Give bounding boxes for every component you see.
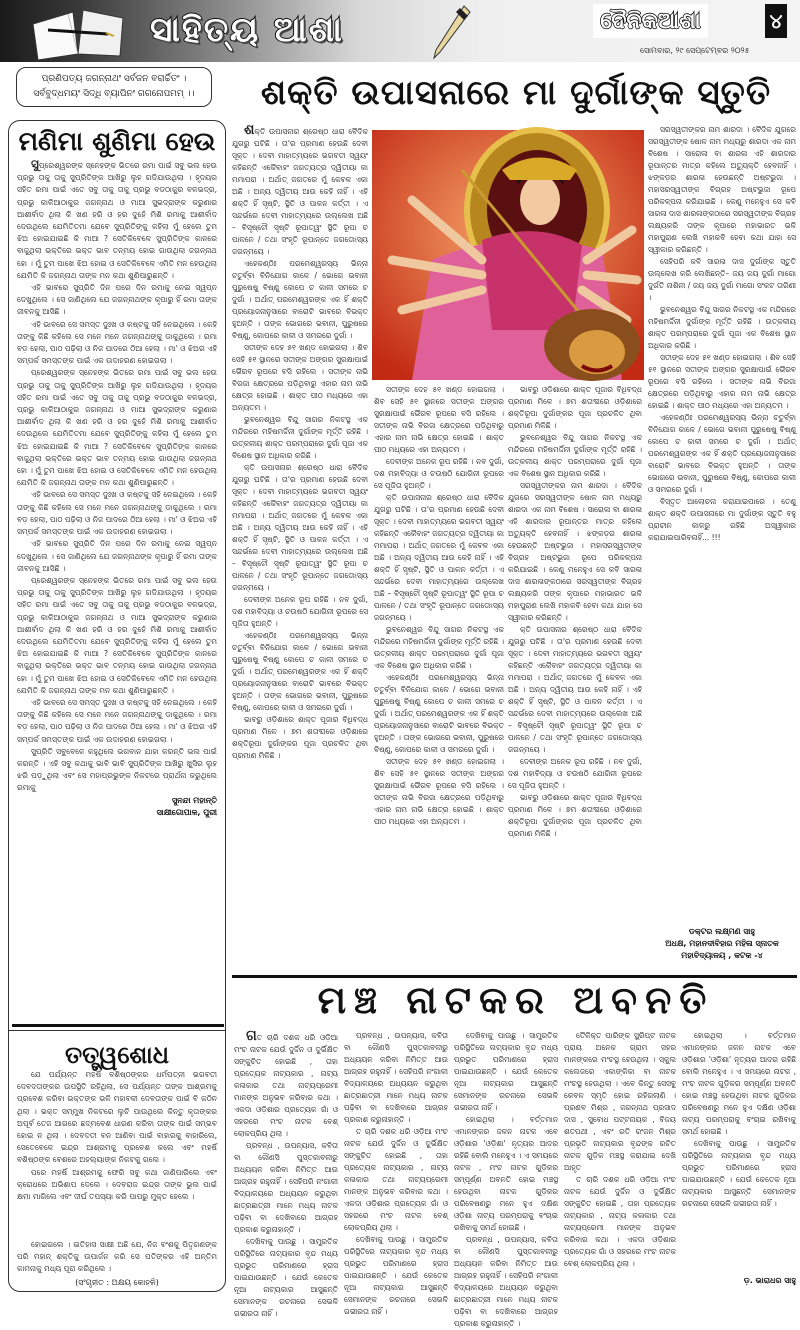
dateline: ସୋମବାର, ୨୯ ସେପ୍ଟେମ୍ବର ୨୦୨୫ [640,46,750,55]
paragraph: ଭୁବନେଶ୍ୱର ବିନ୍ଦୁ ସାଗର ନିକଟସ୍ଥ ଏକ ମନ୍ଦିରରେ ମହିଷମର୍ଦ୍ଦିନୀ ଦୁର୍ଗାଙ୍କ ମୂର୍ତ୍ତି ରହିଛି । ଉତ୍କଳୀୟ ଶାକ୍ତ ପରମ୍ପରାରେ ଦୁର୍ଗା ପୂଜା ଏକ ବିଶେଷ ସ୍ଥାନ ଅଧିକାର କରିଛି । [374,625,504,670]
author-title: ଅଧକ୍ଷ, ମହାନଦୀବିହାର ମହିଳା ସ୍ନାତକ [665,939,779,948]
paragraph: ସତୀଙ୍କ ଦେହ ୫୧ ଖଣ୍ଡ ହୋଇଗଲା । ଶିବ ସେହି ୫୧ ସ୍ଥାନରେ ସତୀଙ୍କ ଅଙ୍ଗର ସୁରକ୍ଷାପାଇଁ ଭୈରବ ରୂପରେ ବସି ରହିଲେ । ସତୀଙ୍କ ନାଭି ବିରଜା କ୍ଷେତ୍ରରେ ପଡ଼ିଥିବାରୁ ଏହାର ନାମ ନାଭି କ୍ଷେତ୍ର ହୋଇଛି । ଶାକ୍ତ ପୀଠ ମଧ୍ୟରେ ଏହା ଅନ୍ୟତମ । [232,343,368,412]
drama-column-5 [682,1030,796,1276]
paragraph: ତ ଚାରି ଦଶକ ଧରି ଓଡ଼ିଆ ମଂଚ ନାଟକ ଯେଉଁ ଦୁର୍ଦ୍ଦିନ ଓ ଦୁର୍ଭିକ୍ଷିତ ସଙ୍କୁଚିତ ହୋଇଛି , ତାହା ପ୍ରତ୍ୟେକ ନାଟ୍ୟକାର , ନାଟ୍ୟ କଳାକାର ତଥା ନାଟ୍ୟପ୍ରେମୀ ମାନଙ୍କ ଅନୁଭବ କରିବାର କଥା । ଏକଦା ଓଡ଼ିଶାର ପ୍ରତ୍ୟେକ ଗାଁ ଓ ସହରରେ ମଂଚ ନାଟକ ବେଶ୍ ଲୋକପ୍ରିୟ ଥିଲା । [234,1033,338,1138]
drama-headline: ମଞ୍ଚ ନାଟକର ଅବନତି [317,978,715,1022]
paragraph: ଏହେକଣ୍ଠିଃ ପରମେଶ୍ୱରସ୍ୟ ଭିନ୍ନା ଚତୁର୍ବ୍ବା ବିନିଯୋଗ କାଳେ / ଭୋଗେ ଭବାନୀ ପୁରୁଷେଷୁ ବିଷ୍ଣୁ କୋପେ ଚ କାଳୀ ସମରେ ଚ ଦୁର୍ଗା । ଅର୍ଥାତ୍ ପରମେଶ୍ୱରଙ୍କ ଏକ ହିଁ ଶକ୍ତି ପ୍ରୟୋଜନାନୁସାରେ ବାରୋଟି ଭାବରେ ବିଭକ୍ତ ହୁଅନ୍ତି । ତାଙ୍କ ଭୋଗରେ ଭବାନୀ, ପୁରୁଷରେ ବିଷ୍ଣୁ, କୋପରେ କାଳୀ ଓ ସମରରେ ଦୁର୍ଗା । [648,413,796,494]
durga-image [372,130,644,380]
brand-name: ଦୈନିକଆଶା [600,8,701,34]
paragraph: ପ୍ରବନ୍ଧ , ଉପନ୍ୟାସ, କବିତା ବା କୌଣସି ପୁସ୍ତକାବଳୀରୁ ଅଧ୍ୟୟନ କରିବା ନିମିତ୍ତ ଆଉ ଆଗ୍ରହ ରହୁନାହିଁ । ସେହିପରି ନଂଗାଳୀ ବିଦ୍ୟାଳୟରେ ଅଧ୍ୟୟନ କରୁଥିବା ଛାତ୍ରଛାତ୍ରୀ ମାନେ ମଧ୍ୟ ନାଟକ ପଢ଼ିବା ବା ଦେଖିବାରେ ଆଗ୍ରହ ପ୍ରକାଶ କରୁନାହାନ୍ତି । [234,1141,338,1234]
drama-column-2 [344,1030,448,1316]
paragraph: ସରସ୍ୱତୀଙ୍କର ନାମ ଶାରଦା । ବୈଦିକ ଯୁଗରେ ସରସ୍ୱତୀଙ୍କ ଷୋଳ ନାମ ମଧ୍ୟରୁ ଶାରଦା ଏକ ନାମ ବିଶେଷ । ସାରୋଳା ବା ଶାରଳା ଏହି ଶାରଦାର ରୂପାନ୍ତର ମାତ୍ର କହିଲେ ଅତ୍ୟୁକ୍ତି ହେବନାହିଁ । ଝଙ୍କଡ଼ର ଶାରଳା ହେଉଛନ୍ତି ଅଷ୍ଟଭୁଜା । ମହାସରସ୍ୱତୀଙ୍କ ବିଗ୍ରହ ଅଷ୍ଟଭୁଜା ରୂପେ ପରିକଳ୍ପନା କରିଯାଇଛି । କେଣୁ ମନେହୁଏ ସେ କବି ସାରଳା ଦାସ ଶାରଳାଙ୍କଠାରେ ସରସ୍ୱତୀଙ୍କ ବିଗ୍ରହ ଲକ୍ଷ୍ୟକରି ତାଙ୍କ କୃପାରେ ମହାଭାରତ ଭଳି ମହାପୁରାଣ ଲେଖି ମହାକବି ହେବା କଥା ଯାହା ସେ ସ୍ୱୀକାର କରିଛନ୍ତି । [648,125,796,254]
left-story-author-place: ସାକ୍ଷୀଗୋପାଳ, ପୁରୀ [156,807,217,817]
paragraph: ଏହେକଣ୍ଠିଃ ପରମେଶ୍ୱରସ୍ୟ ଭିନ୍ନା ଚତୁର୍ବ୍ବା ବିନିଯୋଗ କାଳେ / ଭୋଗେ ଭବାନୀ ପୁରୁଷେଷୁ ବିଷ୍ଣୁ କୋପେ ଚ କାଳୀ ସମରେ ଚ ଦୁର୍ଗା । ଅର୍ଥାତ୍ ପରମେଶ୍ୱରଙ୍କ ଏକ ହିଁ ଶକ୍ତି ପ୍ରୟୋଜନାନୁସାରେ ବାରୋଟି ଭାବରେ ବିଭକ୍ତ ହୁଅନ୍ତି । ତାଙ୍କ ଭୋଗରେ ଭବାନୀ, ପୁରୁଷରେ ବିଷ୍ଣୁ, କୋପରେ କାଳୀ ଓ ସମରରେ ଦୁର୍ଗା । [232,259,368,340]
paragraph: ଏହି ଭାବରେ ସେ ସମସ୍ତ ଦୁଃଖ ଓ କଷ୍ଟକୁ ସହି ନେଇଥିଲେ । କେହି ତାଙ୍କୁ କିଛି କହିଲେ ସେ ମନେ ମନେ ଜଗନ୍ନାଥଙ୍କୁ ଡାକୁଥିଲେ । ରମା ବଡ଼ ହେଲା, ପାଠ ପଢ଼ିଲା ଓ ନିଜ ପାଦରେ ଠିଆ ହେଲା । ମା' ଓ ଝିଅର ଏହି ସମ୍ପର୍କ ସମସ୍ତଙ୍କ ପାଇଁ ଏକ ଉଦାହରଣ ହୋଇଗଲା । [17,490,217,537]
dropcap: ଗ [246,1028,257,1044]
paragraph: ଏହି ଭାବରେ ସୁପ୍ରିତି ଦିନ ପରେ ଦିନ ରମାକୁ ନେଇ ସ୍ୱପ୍ନ ଦେଖୁଥିଲେ । ସେ ଜାଣିଥିଲେ ଯେ ଜଗନ୍ନାଥଙ୍କ କୃପାରୁ ହିଁ ରମା ତାଙ୍କ ଜୀବନକୁ ଆସିଛି । [17,539,217,573]
main-article-column-1 [232,124,368,970]
paragraph: ହୋଇଗଲେ । ଇତିହାସ ସାକ୍ଷୀ ଅଛି ଯେ, ନିଜ ବଂଶକୁ ପିତୃଗଣଙ୍କ ପରି ମହାନ୍ ଶକ୍ତିକୁ ଉପାର୍ଜନ କରି ସେ ପତିଙ୍କର ଏହି ଅନ୍ତିମ କାମନାକୁ ମଧ୍ୟ ପୂରା କରିଥିଲେ । [17,1240,217,1274]
paragraph: ଭାବରୁ ଓଡ଼ିଶାରେ ଶାକ୍ତ ପୂଜାର ବିଧିବଦ୍ଧ ପ୍ରମାଣ ମିଳେ । ୭ମ ଶତାବ୍ଦୀରେ ଓଡ଼ିଶାରେ ଶକ୍ତିରୂପା ଦୁର୍ଗାଙ୍କର ପୂଜା ପ୍ରଚଳିତ ଥିବା ପ୍ରମାଣ ମିଳିଛି । [508,793,642,838]
paragraph: ତ ଚାରି ଦଶକ ଧରି ଓଡ଼ିଆ ମଂଚ ନାଟକ ଯେଉଁ ଦୁର୍ଦ୍ଦିନ ଓ ଦୁର୍ଭିକ୍ଷିତ ସଙ୍କୁଚିତ ହୋଇଛି , ତାହା ପ୍ରତ୍ୟେକ ନାଟ୍ୟକାର , ନାଟ୍ୟ କଳାକାର ତଥା ନାଟ୍ୟପ୍ରେମୀ ମାନଙ୍କ ଅନୁଭବ କରିବାର କଥା । ଏକଦା ଓଡ଼ିଶାର ପ୍ରତ୍ୟେକ ଗାଁ ଓ ସହରରେ ମଂଚ ନାଟକ ବେଶ୍ ଲୋକପ୍ରିୟ ଥିଲା । [564,1175,676,1268]
tattwa-credit: (ସଂଗୃହୀତ : ଅକ୍ଷୟ କୋହଳି) [75,1277,159,1287]
sloka-box [16,67,212,107]
paragraph: ପ୍ରେଶ୍ୱରଙ୍କ ସ୍ନେହଙ୍କ ଭିତରେ ରମା ପାଇଁ ସବୁ ଭଲ ହେଉ ପ୍ରଭୁ ତାକୁ ତାକୁ ସୁପ୍ରିତିଙ୍କ ଆଖିରୁ ଲୁହ ଗଡିଯାଉଥିଲା । ହୃଦୟର ସହିତ ରମା ପାଇଁ ଏତେ ସବୁ ତାକୁ ତାକୁ ପ୍ରଭୁ ବଡଠାକୁର ବଳଭଦ୍ର, ପ୍ରଭୁ କାଳିଆଠାକୁର ଜଗନ୍ନାଥ ଓ ମାଆ ସୁଭଦ୍ରାଙ୍କ କରୁଣାର ଆଶୀର୍ବାଦ ଥିଲା କି ଖଣ ହରି ଓ ହର ଦୁହେଁ ମିଶି ରମାକୁ ଆଶୀର୍ବାଦ ଦେଉଥିଲେ ଯେମିତିତମା ଯେବେ ସୁପ୍ରିତିଙ୍କୁ କହିଲା ମୁଁ ହେଲେ ତୁମ ଝିଅ ହୋଇଯାଇଛି କି ମାଆ ? ସେତିକିବେଳେ ସୁପ୍ରିତିଙ୍କ କାନରେ ବାଜୁଥିଲା ଭକ୍ତିରେ ଭକ୍ତ ଭାବ ତନ୍ମୟ ହୋଇ ଗାଉଥିଲା ଜଗନ୍ନାଥ ହୋ । ମୁଁ ତୁମ ପାଖେ ଝିଅ ହୋଇ ଓ ସେତିକିବେଳେ ଏମିତି ମନ ହେଉଥିଲା ଯେମିତି କି ଜଗନ୍ନାଥ ତାଙ୍କ ମନ କଥା ଶୁଣିପାରୁଛନ୍ତି । [17,161,217,280]
left-story-box [8,120,226,1030]
drama-column-1 [234,1028,338,1318]
paragraph: ପ୍ରବନ୍ଧ , ଉପନ୍ୟାସ, କବିତା ବା କୌଣସି ପୁସ୍ତକାବଳୀରୁ ଅଧ୍ୟୟନ କରିବା ନିମିତ୍ତ ଆଉ ଆଗ୍ରହ ରହୁନାହିଁ । ସେହିପରି ନଂଗାଳୀ ବିଦ୍ୟାଳୟରେ ଅଧ୍ୟୟନ କରୁଥିବା ଛାତ୍ରଛାତ୍ରୀ ମାନେ ମଧ୍ୟ ନାଟକ ପଢ଼ିବା ବା ଦେଖିବାରେ ଆଗ୍ରହ ପ୍ରକାଶ କରୁନାହାନ୍ତି । [344,1031,448,1124]
paragraph: ଦେଖିବାକୁ ପାଉଛୁ । ସାମ୍ପ୍ରତିକ ପରିସ୍ଥିତିରେ ନାଟ୍ୟକାର ବୃନ୍ଦ ମଧ୍ୟ ପ୍ରଭୁତ ପରିମାଣରେ ହ୍ରାସ ପାଇଯାଉଛନ୍ତି । ଯେଉଁ କେତେକ ନୂଆ ନାଟ୍ୟକାର ଆସୁଛନ୍ତି ସେମାନଙ୍କ ରଚନାରେ ସେଭଳି ଗଭୀରତା ନାହିଁ । [344,1235,448,1316]
author-name: ଡକ୍ଟର ଲକ୍ଷ୍ମଣ ସାହୁ [688,927,756,936]
paragraph: ହୋଇଥିଲା । ବର୍ତ୍ତମାନ ଏମାନଙ୍କର ଜଳନ ନାଟକ ଏବେ ଓଡ଼ିଶାର 'ଓଡ଼ିଶା' ନୃତ୍ୟର ଆଦର ରହିଛି ବୋଲି ମନେହୁଏ । ଏ ସମୟରେ ନାଟକ , ମଂଚ ନାଟକ ଗୁଡ଼ିକର ସମ୍ପୂର୍ଣ୍ଣ ଅବନତି ହୋଇ ମଞ୍ଚସ୍ଥ ହେଉଥିବା ନାଟକ ଗୁଡ଼ିକର ପରିବେଷଣରୁ ମନେ ହୁଏ ଦକ୍ଷିଣ ଓଡ଼ିଶା ନାଟ୍ୟ ପରମ୍ପରାକୁ ବଂଚାଇ ରଖିବାକୁ ସମର୍ଥ ହୋଇଛି । [454,1115,558,1232]
paragraph: କ୍ତି ଉପାସନାର ଶ୍ରେଷ୍ଠ ଧାରା ବୈଦିକ ଯୁଗରୁ ଘଟିଛି । ତା'ର ପ୍ରମାଣ ହେଉଛି ଦେବୀ ସୂକ୍ତ । ଦେବୀ ମାହାତ୍ମ୍ୟରେ ଭଗବତୀ ସ୍ୱୟଂ କହିଛନ୍ତି ଏକୈବାହଂ ଜଗତ୍ୟତ୍ର ଦ୍ୱିତୀୟା କା ମମାପରା । ଅର୍ଥାତ୍ ଜଗତରେ ମୁଁ କେବଳ ଏକା ଅଛି । ଅନ୍ୟ ଦ୍ୱିତୀୟ ଆଉ କେହି ନାହିଁ । ଏହି ଶକ୍ତି ହିଁ ସୃଷ୍ଟି, ସ୍ଥିତି ଓ ପାଳନ କର୍ତ୍ତୀ । ଏ ସନ୍ଦର୍ଭରେ ଦେବୀ ମାହାତ୍ମ୍ୟରେ ଉଲ୍ଲେଖ ଅଛି – ବିସୃଷ୍ଟୌ ସୃଷ୍ଟି ରୂପାତ୍ୱଂ ସ୍ଥିତି ରୂପା ଚ ପାଳନେ / ତଥା ସଂହୃତି ରୂପାନ୍ତେ ଜଗତୋଽସ୍ୟ ଜଗନ୍ମୟେ । [232,127,368,256]
paragraph: ପ୍ରେଶ୍ୱରଙ୍କ ସ୍ନେହଙ୍କ ଭିତରେ ରମା ପାଇଁ ସବୁ ଭଲ ହେଉ ପ୍ରଭୁ ତାକୁ ତାକୁ ସୁପ୍ରିତିଙ୍କ ଆଖିରୁ ଲୁହ ଗଡିଯାଉଥିଲା । ହୃଦୟର ସହିତ ରମା ପାଇଁ ଏତେ ସବୁ ତାକୁ ତାକୁ ପ୍ରଭୁ ବଡଠାକୁର ବଳଭଦ୍ର, ପ୍ରଭୁ କାଳିଆଠାକୁର ଜଗନ୍ନାଥ ଓ ମାଆ ସୁଭଦ୍ରାଙ୍କ କରୁଣାର ଆଶୀର୍ବାଦ ଥିଲା କି ଖଣ ହରି ଓ ହର ଦୁହେଁ ମିଶି ରମାକୁ ଆଶୀର୍ବାଦ ଦେଉଥିଲେ ଯେମିତିତମା ଯେବେ ସୁପ୍ରିତିଙ୍କୁ କହିଲା ମୁଁ ହେଲେ ତୁମ ଝିଅ ହୋଇଯାଇଛି କି ମାଆ ? ସେତିକିବେଳେ ସୁପ୍ରିତିଙ୍କ କାନରେ ବାଜୁଥିଲା ଭକ୍ତିରେ ଭକ୍ତ ଭାବ ତନ୍ମୟ ହୋଇ ଗାଉଥିଲା ଜଗନ୍ନାଥ ହୋ । ମୁଁ ତୁମ ପାଖେ ଝିଅ ହୋଇ ଓ ସେତିକିବେଳେ ଏମିତି ମନ ହେଉଥିଲା ଯେମିତି କି ଜଗନ୍ନାଥ ତାଙ୍କ ମନ କଥା ଶୁଣିପାରୁଛନ୍ତି । [17,368,217,488]
section-title: ସାହିତ୍ୟ ଆଶା [150,10,344,50]
main-article-column-3 [508,384,642,970]
paragraph: ସୁପ୍ରିତି ସବୁବେଳେ କହୁଥିଲେ ଭଗବାନ ଯାହା କରନ୍ତି ଭଲ ପାଇଁ କରନ୍ତି । ଏହି ସବୁ କଥାକୁ ଭାବି ଭାବି ସୁପ୍ରିତିଙ୍କ ଆଖିରୁ ଖୁସିର ଲୁହ ଝରି ପଡ଼ୁଥିଲା ଏବଂ ସେ ମହାପ୍ରଭୁଙ୍କ ନିକଟରେ ପ୍ରାର୍ଥନା କରୁଥିଲେ ରମାକୁ [17,746,217,793]
left-story-author: ସୁନନ୍ଦା ମହାନ୍ତି [171,795,217,805]
fountain-pen-icon [430,2,470,60]
tattwa-story-box [8,1030,226,1292]
paragraph: ବିସ୍ତୃତ ଆଲୋଚନା କରାଯାଇପାରେ । ତେଣୁ ଶାକ୍ତ ଶକ୍ତି ଉପାସନାରେ ମା ଦୁର୍ଗାଙ୍କ ସ୍ତୁତି ବହୁ ପ୍ରାଚୀନ କାଳରୁ ରହିଛି ଅସ୍ୱୀକାର କରାଯାଇପାରିବନାହିଁ... !!! [648,497,796,542]
paragraph: ପ୍ରବନ୍ଧ , ଉପନ୍ୟାସ, କବିତା ବା କୌଣସି ପୁସ୍ତକାବଳୀରୁ ଅଧ୍ୟୟନ କରିବା ନିମିତ୍ତ ଆଉ ଆଗ୍ରହ ରହୁନାହିଁ । ସେହିପରି ନଂଗାଳୀ ବିଦ୍ୟାଳୟରେ ଅଧ୍ୟୟନ କରୁଥିବା ଛାତ୍ରଛାତ୍ରୀ ମାନେ ମଧ୍ୟ ନାଟକ ପଢ଼ିବା ବା ଦେଖିବାରେ ଆଗ୍ରହ ପ୍ରକାଶ କରୁନାହାନ୍ତି । [454,1235,558,1328]
dropcap: ସୁ [31,157,39,171]
paragraph: ସତୀଙ୍କ ଦେହ ୫୧ ଖଣ୍ଡ ହୋଇଗଲା । ଶିବ ସେହି ୫୧ ସ୍ଥାନରେ ସତୀଙ୍କ ଅଙ୍ଗର ସୁରକ୍ଷାପାଇଁ ଭୈରବ ରୂପରେ ବସି ରହିଲେ । ସତୀଙ୍କ ନାଭି ବିରଜା କ୍ଷେତ୍ରରେ ପଡ଼ିଥିବାରୁ ଏହାର ନାମ ନାଭି କ୍ଷେତ୍ର ହୋଇଛି । ଶାକ୍ତ ପୀଠ ମଧ୍ୟରେ ଏହା ଅନ୍ୟତମ । [374,757,504,826]
main-article-column-2 [374,384,504,970]
divider [12,1024,224,1027]
paragraph: ଯେ ପର୍ଯ୍ୟନ୍ତ ମହର୍ଷି ବଶିଷ୍ଠଙ୍କର ଧର୍ମପତ୍ନୀ ଭଗବତୀ ଦେବଦତାଙ୍କର ଉପସ୍ଥିତି ରହିଥିଲା, ସେ ପର୍ଯ୍ୟନ୍ତ ତାଙ୍କ ଆଶ୍ରମକୁ ପ୍ରବେଶ କରିବା ଭକ୍ତଙ୍କ ଭଳି ମହାବଳୀ ଦେବତାଙ୍କ ପାଇଁ ବି କଠିନ ଥିଲା । ଭକ୍ତ ସମ୍ମୁଖ ନିକଟରେ ଲୁଚି ପାଉଥିଲେ କିନ୍ତୁ କୃତାଙ୍କର ଅପୂର୍ବ ତେଜ ଆଗରେ ଛଦ୍ମବେଶ ଧାରଣ କରିବା ତାଙ୍କ ପାଇଁ ସମ୍ଭବ ହୋଇ ନ ଥିଲା । ଦେବଦତୀ ବନ ଆଣିବା ପାଇଁ ବାହାରକୁ ବାହାରିଲେ, ସେତେବେଳେ ଇନ୍ଦ୍ର ଆଶ୍ରମକୁ ପ୍ରବେଶ କଲେ ଏବଂ ମହର୍ଷି ବଶିଷ୍ଠଙ୍କ ବେଶରେ ଅହଲ୍ୟାଙ୍କ ନିକଟକୁ ଗଲେ । [17,1070,217,1165]
paragraph: ଭୁବନେଶ୍ୱର ବିନ୍ଦୁ ସାଗର ନିକଟସ୍ଥ ଏକ ମନ୍ଦିରରେ ମହିଷମର୍ଦ୍ଦିନୀ ଦୁର୍ଗାଙ୍କ ମୂର୍ତ୍ତି ରହିଛି । ଉତ୍କଳୀୟ ଶାକ୍ତ ପରମ୍ପରାରେ ଦୁର୍ଗା ପୂଜା ଏକ ବିଶେଷ ସ୍ଥାନ ଅଧିକାର କରିଛି । [232,415,368,460]
paragraph: ପ୍ରେଶ୍ୱରଙ୍କ ସ୍ନେହଙ୍କ ଭିତରେ ରମା ପାଇଁ ସବୁ ଭଲ ହେଉ ପ୍ରଭୁ ତାକୁ ତାକୁ ସୁପ୍ରିତିଙ୍କ ଆଖିରୁ ଲୁହ ଗଡିଯାଉଥିଲା । ହୃଦୟର ସହିତ ରମା ପାଇଁ ଏତେ ସବୁ ତାକୁ ତାକୁ ପ୍ରଭୁ ବଡଠାକୁର ବଳଭଦ୍ର, ପ୍ରଭୁ କାଳିଆଠାକୁର ଜଗନ୍ନାଥ ଓ ମାଆ ସୁଭଦ୍ରାଙ୍କ କରୁଣାର ଆଶୀର୍ବାଦ ଥିଲା କି ଖଣ ହରି ଓ ହର ଦୁହେଁ ମିଶି ରମାକୁ ଆଶୀର୍ବାଦ ଦେଉଥିଲେ ଯେମିତିତମା ଯେବେ ସୁପ୍ରିତିଙ୍କୁ କହିଲା ମୁଁ ହେଲେ ତୁମ ଝିଅ ହୋଇଯାଇଛି କି ମାଆ ? ସେତିକିବେଳେ ସୁପ୍ରିତିଙ୍କ କାନରେ ବାଜୁଥିଲା ଭକ୍ତିରେ ଭକ୍ତ ଭାବ ତନ୍ମୟ ହୋଇ ଗାଉଥିଲା ଜଗନ୍ନାଥ ହୋ । ମୁଁ ତୁମ ପାଖେ ଝିଅ ହୋଇ ଓ ସେତିକିବେଳେ ଏମିତି ମନ ହେଉଥିଲା ଯେମିତି କି ଜଗନ୍ନାଥ ତାଙ୍କ ମନ କଥା ଶୁଣିପାରୁଛନ୍ତି । [17,575,217,695]
paragraph: ସେହିପରି କବି ସାରଳା ଦାସ ଦୁର୍ଗାଙ୍କ ସ୍ତୁତି ଉଲ୍ଲେଖ କରି ଲେଖିଛନ୍ତି– ଜୟ ଜୟ ଦୁର୍ଗା ମାଗୋ ଦୁର୍ଗତି ନାଶିନୀ / ଜୟ ଜୟ ଦୁର୍ଗା ମାଗୋ ସଂକଟ ତାରିଣୀ । [648,257,796,302]
main-article-column-4 [648,124,796,922]
paragraph: ଏହେକଣ୍ଠିଃ ପରମେଶ୍ୱରସ୍ୟ ଭିନ୍ନା ଚତୁର୍ବ୍ବା ବିନିଯୋଗ କାଳେ / ଭୋଗେ ଭବାନୀ ପୁରୁଷେଷୁ ବିଷ୍ଣୁ କୋପେ ଚ କାଳୀ ସମରେ ଚ ଦୁର୍ଗା । ଅର୍ଥାତ୍ ପରମେଶ୍ୱରଙ୍କ ଏକ ହିଁ ଶକ୍ତି ପ୍ରୟୋଜନାନୁସାରେ ବାରୋଟି ଭାବରେ ବିଭକ୍ତ ହୁଅନ୍ତି । ତାଙ୍କ ଭୋଗରେ ଭବାନୀ, ପୁରୁଷରେ ବିଷ୍ଣୁ, କୋପରେ କାଳୀ ଓ ସମରରେ ଦୁର୍ଗା । [374,673,504,754]
drama-author: ଡ଼. ଭାରାଧର ସାହୁ [743,1276,796,1285]
paragraph: କ୍ତି ଉପାସନାର ଶ୍ରେଷ୍ଠ ଧାରା ବୈଦିକ ଯୁଗରୁ ଘଟିଛି । ତା'ର ପ୍ରମାଣ ହେଉଛି ଦେବୀ ସୂକ୍ତ । ଦେବୀ ମାହାତ୍ମ୍ୟରେ ଭଗବତୀ ସ୍ୱୟଂ କହିଛନ୍ତି ଏକୈବାହଂ ଜଗତ୍ୟତ୍ର ଦ୍ୱିତୀୟା କା ମମାପରା । ଅର୍ଥାତ୍ ଜଗତରେ ମୁଁ କେବଳ ଏକା ଅଛି । ଅନ୍ୟ ଦ୍ୱିତୀୟ ଆଉ କେହି ନାହିଁ । ଏହି ଶକ୍ତି ହିଁ ସୃଷ୍ଟି, ସ୍ଥିତି ଓ ପାଳନ କର୍ତ୍ତୀ । ଏ ସନ୍ଦର୍ଭରେ ଦେବୀ ମାହାତ୍ମ୍ୟରେ ଉଲ୍ଲେଖ ଅଛି – ବିସୃଷ୍ଟୌ ସୃଷ୍ଟି ରୂପାତ୍ୱଂ ସ୍ଥିତି ରୂପା ଚ ପାଳନେ / ତଥା ସଂହୃତି ରୂପାନ୍ତେ ଜଗତୋଽସ୍ୟ ଜଗନ୍ମୟେ । [374,493,504,622]
tattwa-story-body [9,1069,225,1239]
paragraph: ସତୀଙ୍କ ଦେହ ୫୧ ଖଣ୍ଡ ହୋଇଗଲା । ଶିବ ସେହି ୫୧ ସ୍ଥାନରେ ସତୀଙ୍କ ଅଙ୍ଗର ସୁରକ୍ଷାପାଇଁ ଭୈରବ ରୂପରେ ବସି ରହିଲେ । ସତୀଙ୍କ ନାଭି ବିରଜା କ୍ଷେତ୍ରରେ ପଡ଼ିଥିବାରୁ ଏହାର ନାମ ନାଭି କ୍ଷେତ୍ର ହୋଇଛି । ଶାକ୍ତ ପୀଠ ମଧ୍ୟରେ ଏହା ଅନ୍ୟତମ । [374,385,504,454]
paragraph: ଏହି ଭାବରେ ସେ ସମସ୍ତ ଦୁଃଖ ଓ କଷ୍ଟକୁ ସହି ନେଇଥିଲେ । କେହି ତାଙ୍କୁ କିଛି କହିଲେ ସେ ମନେ ମନେ ଜଗନ୍ନାଥଙ୍କୁ ଡାକୁଥିଲେ । ରମା ବଡ଼ ହେଲା, ପାଠ ପଢ଼ିଲା ଓ ନିଜ ପାଦରେ ଠିଆ ହେଲା । ମା' ଓ ଝିଅର ଏହି ସମ୍ପର୍କ ସମସ୍ତଙ୍କ ପାଇଁ ଏକ ଉଦାହରଣ ହୋଇଗଲା । [17,319,217,366]
paragraph: ଭାବରୁ ଓଡ଼ିଶାରେ ଶାକ୍ତ ପୂଜାର ବିଧିବଦ୍ଧ ପ୍ରମାଣ ମିଳେ । ୭ମ ଶତାବ୍ଦୀରେ ଓଡ଼ିଶାରେ ଶକ୍ତିରୂପା ଦୁର୍ଗାଙ୍କର ପୂଜା ପ୍ରଚଳିତ ଥିବା ପ୍ରମାଣ ମିଳିଛି । [508,385,642,430]
paragraph: ଦେଖିବାକୁ ପାଉଛୁ । ସାମ୍ପ୍ରତିକ ପରିସ୍ଥିତିରେ ନାଟ୍ୟକାର ବୃନ୍ଦ ମଧ୍ୟ ପ୍ରଭୁତ ପରିମାଣରେ ହ୍ରାସ ପାଇଯାଉଛନ୍ତି । ଯେଉଁ କେତେକ ନୂଆ ନାଟ୍ୟକାର ଆସୁଛନ୍ତି ସେମାନଙ୍କ ରଚନାରେ ସେଭଳି ଗଭୀରତା ନାହିଁ । [234,1237,338,1318]
paragraph: ଏହି ଭାବରେ ସୁପ୍ରିତି ଦିନ ପରେ ଦିନ ରମାକୁ ନେଇ ସ୍ୱପ୍ନ ଦେଖୁଥିଲେ । ସେ ଜାଣିଥିଲେ ଯେ ଜଗନ୍ନାଥଙ୍କ କୃପାରୁ ହିଁ ରମା ତାଙ୍କ ଜୀବନକୁ ଆସିଛି । [17,283,217,317]
paragraph: ଭୁବନେଶ୍ୱର ବିନ୍ଦୁ ସାଗର ନିକଟସ୍ଥ ଏକ ମନ୍ଦିରରେ ମହିଷମର୍ଦ୍ଦିନୀ ଦୁର୍ଗାଙ୍କ ମୂର୍ତ୍ତି ରହିଛି । ଉତ୍କଳୀୟ ଶାକ୍ତ ପରମ୍ପରାରେ ଦୁର୍ଗା ପୂଜା ଏକ ବିଶେଷ ସ୍ଥାନ ଅଧିକାର କରିଛି । [508,433,642,478]
tattwa-story-title: ତତ୍ତ୍ୱଶୋଧ [65,1041,169,1069]
sloka-line-1: ପ୍ରଣିପତ୍ୟ ଜଗନ୍ନାଥଂ ସର୍ବଜନ ବରାର୍ଚ୍ଚିତଂ । [41,74,187,84]
left-story-title: ମଣିମା ଶୁଣିମା ହେଉ [18,127,216,157]
sloka-line-2: ସର୍ବବୁଦ୍ଧମୟଂ ସିଦ୍ଧି ବ୍ୟାପିନଂ ଗଗନୋପମମ୍ ।। [33,89,195,99]
author-place: ମହାବିଦ୍ୟାଳୟ , କଟକ -୪ [681,951,763,960]
brand-logo-box [593,4,708,38]
paragraph: ଦେଖିବାକୁ ପାଉଛୁ । ସାମ୍ପ୍ରତିକ ପରିସ୍ଥିତିରେ ନାଟ୍ୟକାର ବୃନ୍ଦ ମଧ୍ୟ ପ୍ରଭୁତ ପରିମାଣରେ ହ୍ରାସ ପାଇଯାଉଛନ୍ତି । ଯେଉଁ କେତେକ ନୂଆ ନାଟ୍ୟକାର ଆସୁଛନ୍ତି ସେମାନଙ୍କ ରଚନାରେ ସେଭଳି ଗଭୀରତା ନାହିଁ । [454,1031,558,1112]
paragraph: ଭୁବନେଶ୍ୱର ବିନ୍ଦୁ ସାଗର ନିକଟସ୍ଥ ଏକ ମନ୍ଦିରରେ ମହିଷମର୍ଦ୍ଦିନୀ ଦୁର୍ଗାଙ୍କ ମୂର୍ତ୍ତି ରହିଛି । ଉତ୍କଳୀୟ ଶାକ୍ତ ପରମ୍ପରାରେ ଦୁର୍ଗା ପୂଜା ଏକ ବିଶେଷ ସ୍ଥାନ ଅଧିକାର କରିଛି । [648,305,796,350]
drama-column-3 [454,1030,558,1328]
dropcap: ଶ [244,122,255,138]
main-headline: ଶକ୍ତି ଉପାସନାରେ ମା ଦୁର୍ଗାଙ୍କ ସ୍ତୁତି [232,66,800,120]
paragraph: କ୍ତି ଉପାସନାର ଶ୍ରେଷ୍ଠ ଧାରା ବୈଦିକ ଯୁଗରୁ ଘଟିଛି । ତା'ର ପ୍ରମାଣ ହେଉଛି ଦେବୀ ସୂକ୍ତ । ଦେବୀ ମାହାତ୍ମ୍ୟରେ ଭଗବତୀ ସ୍ୱୟଂ କହିଛନ୍ତି ଏକୈବାହଂ ଜଗତ୍ୟତ୍ର ଦ୍ୱିତୀୟା କା ମମାପରା । ଅର୍ଥାତ୍ ଜଗତରେ ମୁଁ କେବଳ ଏକା ଅଛି । ଅନ୍ୟ ଦ୍ୱିତୀୟ ଆଉ କେହି ନାହିଁ । ଏହି ଶକ୍ତି ହିଁ ସୃଷ୍ଟି, ସ୍ଥିତି ଓ ପାଳନ କର୍ତ୍ତୀ । ଏ ସନ୍ଦର୍ଭରେ ଦେବୀ ମାହାତ୍ମ୍ୟରେ ଉଲ୍ଲେଖ ଅଛି – ବିସୃଷ୍ଟୌ ସୃଷ୍ଟି ରୂପାତ୍ୱଂ ସ୍ଥିତି ରୂପା ଚ ପାଳନେ / ତଥା ସଂହୃତି ରୂପାନ୍ତେ ଜଗତୋଽସ୍ୟ ଜଗନ୍ମୟେ । [232,463,368,592]
paragraph: ଦେଖିବାକୁ ପାଉଛୁ । ସାମ୍ପ୍ରତିକ ପରିସ୍ଥିତିରେ ନାଟ୍ୟକାର ବୃନ୍ଦ ମଧ୍ୟ ପ୍ରଭୁତ ପରିମାଣରେ ହ୍ରାସ ପାଇଯାଉଛନ୍ତି । ଯେଉଁ କେତେକ ନୂଆ ନାଟ୍ୟକାର ଆସୁଛନ୍ତି ସେମାନଙ୍କ ରଚନାରେ ସେଭଳି ଗଭୀରତା ନାହିଁ । [682,1139,796,1208]
paragraph: ଦେବୀଙ୍କ ଅନେକ ରୂପ ରହିଛି । ନବ ଦୁର୍ଗା, ଦଶ ମହାବିଦ୍ୟା ଓ ଚଉଷଠି ଯୋଗିନୀ ରୂପରେ ସେ ପୂଜିତା ହୁଅନ୍ତି । [374,457,504,490]
main-article-byline [648,926,796,962]
paragraph: ଏହେକଣ୍ଠିଃ ପରମେଶ୍ୱରସ୍ୟ ଭିନ୍ନା ଚତୁର୍ବ୍ବା ବିନିଯୋଗ କାଳେ / ଭୋଗେ ଭବାନୀ ପୁରୁଷେଷୁ ବିଷ୍ଣୁ କୋପେ ଚ କାଳୀ ସମରେ ଚ ଦୁର୍ଗା । ଅର୍ଥାତ୍ ପରମେଶ୍ୱରଙ୍କ ଏକ ହିଁ ଶକ୍ତି ପ୍ରୟୋଜନାନୁସାରେ ବାରୋଟି ଭାବରେ ବିଭକ୍ତ ହୁଅନ୍ତି । ତାଙ୍କ ଭୋଗରେ ଭବାନୀ, ପୁରୁଷରେ ବିଷ୍ଣୁ, କୋପରେ କାଳୀ ଓ ସମରରେ ଦୁର୍ଗା । [232,631,368,712]
masthead-banner [0,0,800,62]
paragraph: ସତୀଙ୍କ ଦେହ ୫୧ ଖଣ୍ଡ ହୋଇଗଲା । ଶିବ ସେହି ୫୧ ସ୍ଥାନରେ ସତୀଙ୍କ ଅଙ୍ଗର ସୁରକ୍ଷାପାଇଁ ଭୈରବ ରୂପରେ ବସି ରହିଲେ । ସତୀଙ୍କ ନାଭି ବିରଜା କ୍ଷେତ୍ରରେ ପଡ଼ିଥିବାରୁ ଏହାର ନାମ ନାଭି କ୍ଷେତ୍ର ହୋଇଛି । ଶାକ୍ତ ପୀଠ ମଧ୍ୟରେ ଏହା ଅନ୍ୟତମ । [648,353,796,410]
open-book-with-pen-icon [28,4,128,60]
paragraph: ତ ଚାରି ଦଶକ ଧରି ଓଡ଼ିଆ ମଂଚ ନାଟକ ଯେଉଁ ଦୁର୍ଦ୍ଦିନ ଓ ଦୁର୍ଭିକ୍ଷିତ ସଙ୍କୁଚିତ ହୋଇଛି , ତାହା ପ୍ରତ୍ୟେକ ନାଟ୍ୟକାର , ନାଟ୍ୟ କଳାକାର ତଥା ନାଟ୍ୟପ୍ରେମୀ ମାନଙ୍କ ଅନୁଭବ କରିବାର କଥା । ଏକଦା ଓଡ଼ିଶାର ପ୍ରତ୍ୟେକ ଗାଁ ଓ ସହରରେ ମଂଚ ନାଟକ ବେଶ୍ ଲୋକପ୍ରିୟ ଥିଲା । [344,1127,448,1232]
page-number-badge: ୪ [765,4,787,38]
paragraph: କ୍ତି ଉପାସନାର ଶ୍ରେଷ୍ଠ ଧାରା ବୈଦିକ ଯୁଗରୁ ଘଟିଛି । ତା'ର ପ୍ରମାଣ ହେଉଛି ଦେବୀ ସୂକ୍ତ । ଦେବୀ ମାହାତ୍ମ୍ୟରେ ଭଗବତୀ ସ୍ୱୟଂ କହିଛନ୍ତି ଏକୈବାହଂ ଜଗତ୍ୟତ୍ର ଦ୍ୱିତୀୟା କା ମମାପରା । ଅର୍ଥାତ୍ ଜଗତରେ ମୁଁ କେବଳ ଏକା ଅଛି । ଅନ୍ୟ ଦ୍ୱିତୀୟ ଆଉ କେହି ନାହିଁ । ଏହି ଶକ୍ତି ହିଁ ସୃଷ୍ଟି, ସ୍ଥିତି ଓ ପାଳନ କର୍ତ୍ତୀ । ଏ ସନ୍ଦର୍ଭରେ ଦେବୀ ମାହାତ୍ମ୍ୟରେ ଉଲ୍ଲେଖ ଅଛି – ବିସୃଷ୍ଟୌ ସୃଷ୍ଟି ରୂପାତ୍ୱଂ ସ୍ଥିତି ରୂପା ଚ ପାଳନେ / ତଥା ସଂହୃତି ରୂପାନ୍ତେ ଜଗତୋଽସ୍ୟ ଜଗନ୍ମୟେ । [508,625,642,754]
paragraph: ପରେ ମହର୍ଷି ଆଶ୍ରମକୁ ଫେରି ସବୁ କଥା ଜାଣିପାରିଲେ ଏବଂ କ୍ରୋଧରେ ଅଭିଶାପ ଦେଲେ । ଦେବରାଜ ଇନ୍ଦ୍ର ତାଙ୍କ ଭୁଲ ପାଇଁ କ୍ଷମା ମାଗିଲେ ଏବଂ ଦୀର୍ଘ ତପସ୍ୟା କରି ପାପରୁ ମୁକ୍ତ ହେଲେ । [17,1167,217,1202]
left-story-body [9,158,225,795]
drama-column-4 [564,1030,676,1292]
paragraph: ଦେବୀଙ୍କ ଅନେକ ରୂପ ରହିଛି । ନବ ଦୁର୍ଗା, ଦଶ ମହାବିଦ୍ୟା ଓ ଚଉଷଠି ଯୋଗିନୀ ରୂପରେ ସେ ପୂଜିତା ହୁଅନ୍ତି । [232,595,368,628]
paragraph: ତୈଳିକ୍ତ ପାରିଙ୍କ ସ୍କ୍ରିପ୍ଟ ନାଟକ ପ୍ରାୟ ଅନେକ ଗ୍ରାମ ସହର ମାନଙ୍କରେ ମଂଚସ୍ଥ ହେଉଥିଲା । ସ୍କୁଲ କଲେଜରେ ଏକାଙ୍କିକା ବା ନାଟକ ମଂଚସ୍ଥ ହେଉଥିଲା । ଏବେ କିନ୍ତୁ ସେସବୁ କେବଳ ସ୍ମୃତି ହୋଇ ରହିଗଲାଣି । ପ୍ରଣବ ମିଶ୍ର , ଜଗନ୍ନାଥ ପ୍ରସାଦ ଦାସ , ସୁବୋଧ ପଟ୍ଟନାୟକ , ବିଜୟ ଶତପଥୀ , ଏବଂ ରତି ରଂଜନ ମିଶ୍ର ପ୍ରଭୃତି ନାଟ୍ୟକାର ବୃନ୍ଦଙ୍କ ରଚିତ ନାଟକ ଗୁଡ଼ିକ ମଞ୍ଚସ୍ଥ କରାଯାଇ ଦେଖି ଆହୃତ [564,1031,676,1172]
tattwa-story-ending [9,1239,225,1276]
paragraph: ହୋଇଥିଲା । ବର୍ତ୍ତମାନ ଏମାନଙ୍କର ଜଳନ ନାଟକ ଏବେ ଓଡ଼ିଶାର 'ଓଡ଼ିଶା' ନୃତ୍ୟର ଆଦର ରହିଛି ବୋଲି ମନେହୁଏ । ଏ ସମୟରେ ନାଟକ , ମଂଚ ନାଟକ ଗୁଡ଼ିକର ସମ୍ପୂର୍ଣ୍ଣ ଅବନତି ହୋଇ ମଞ୍ଚସ୍ଥ ହେଉଥିବା ନାଟକ ଗୁଡ଼ିକର ପରିବେଷଣରୁ ମନେ ହୁଏ ଦକ୍ଷିଣ ଓଡ଼ିଶା ନାଟ୍ୟ ପରମ୍ପରାକୁ ବଂଚାଇ ରଖିବାକୁ ସମର୍ଥ ହୋଇଛି । [682,1031,796,1136]
paragraph: ସରସ୍ୱତୀଙ୍କର ନାମ ଶାରଦା । ବୈଦିକ ଯୁଗରେ ସରସ୍ୱତୀଙ୍କ ଷୋଳ ନାମ ମଧ୍ୟରୁ ଶାରଦା ଏକ ନାମ ବିଶେଷ । ସାରୋଳା ବା ଶାରଳା ଏହି ଶାରଦାର ରୂପାନ୍ତର ମାତ୍ର କହିଲେ ଅତ୍ୟୁକ୍ତି ହେବନାହିଁ । ଝଙ୍କଡ଼ର ଶାରଳା ହେଉଛନ୍ତି ଅଷ୍ଟଭୁଜା । ମହାସରସ୍ୱତୀଙ୍କ ବିଗ୍ରହ ଅଷ୍ଟଭୁଜା ରୂପେ ପରିକଳ୍ପନା କରିଯାଇଛି । କେଣୁ ମନେହୁଏ ସେ କବି ସାରଳା ଦାସ ଶାରଳାଙ୍କଠାରେ ସରସ୍ୱତୀଙ୍କ ବିଗ୍ରହ ଲକ୍ଷ୍ୟକରି ତାଙ୍କ କୃପାରେ ମହାଭାରତ ଭଳି ମହାପୁରାଣ ଲେଖି ମହାକବି ହେବା କଥା ଯାହା ସେ ସ୍ୱୀକାର କରିଛନ୍ତି । [508,481,642,622]
goddess-durga-illustration-icon [372,130,644,380]
paragraph: ଦେବୀଙ୍କ ଅନେକ ରୂପ ରହିଛି । ନବ ଦୁର୍ଗା, ଦଶ ମହାବିଦ୍ୟା ଓ ଚଉଷଠି ଯୋଗିନୀ ରୂପରେ ସେ ପୂଜିତା ହୁଅନ୍ତି । [508,757,642,790]
paragraph: ଭାବରୁ ଓଡ଼ିଶାରେ ଶାକ୍ତ ପୂଜାର ବିଧିବଦ୍ଧ ପ୍ରମାଣ ମିଳେ । ୭ମ ଶତାବ୍ଦୀରେ ଓଡ଼ିଶାରେ ଶକ୍ତିରୂପା ଦୁର୍ଗାଙ୍କର ପୂଜା ପ୍ରଚଳିତ ଥିବା ପ୍ରମାଣ ମିଳିଛି । [232,715,368,760]
paragraph: ଏହି ଭାବରେ ସେ ସମସ୍ତ ଦୁଃଖ ଓ କଷ୍ଟକୁ ସହି ନେଇଥିଲେ । କେହି ତାଙ୍କୁ କିଛି କହିଲେ ସେ ମନେ ମନେ ଜଗନ୍ନାଥଙ୍କୁ ଡାକୁଥିଲେ । ରମା ବଡ଼ ହେଲା, ପାଠ ପଢ଼ିଲା ଓ ନିଜ ପାଦରେ ଠିଆ ହେଲା । ମା' ଓ ଝିଅର ଏହି ସମ୍ପର୍କ ସମସ୍ତଙ୍କ ପାଇଁ ଏକ ଉଦାହରଣ ହୋଇଗଲା । [17,697,217,744]
